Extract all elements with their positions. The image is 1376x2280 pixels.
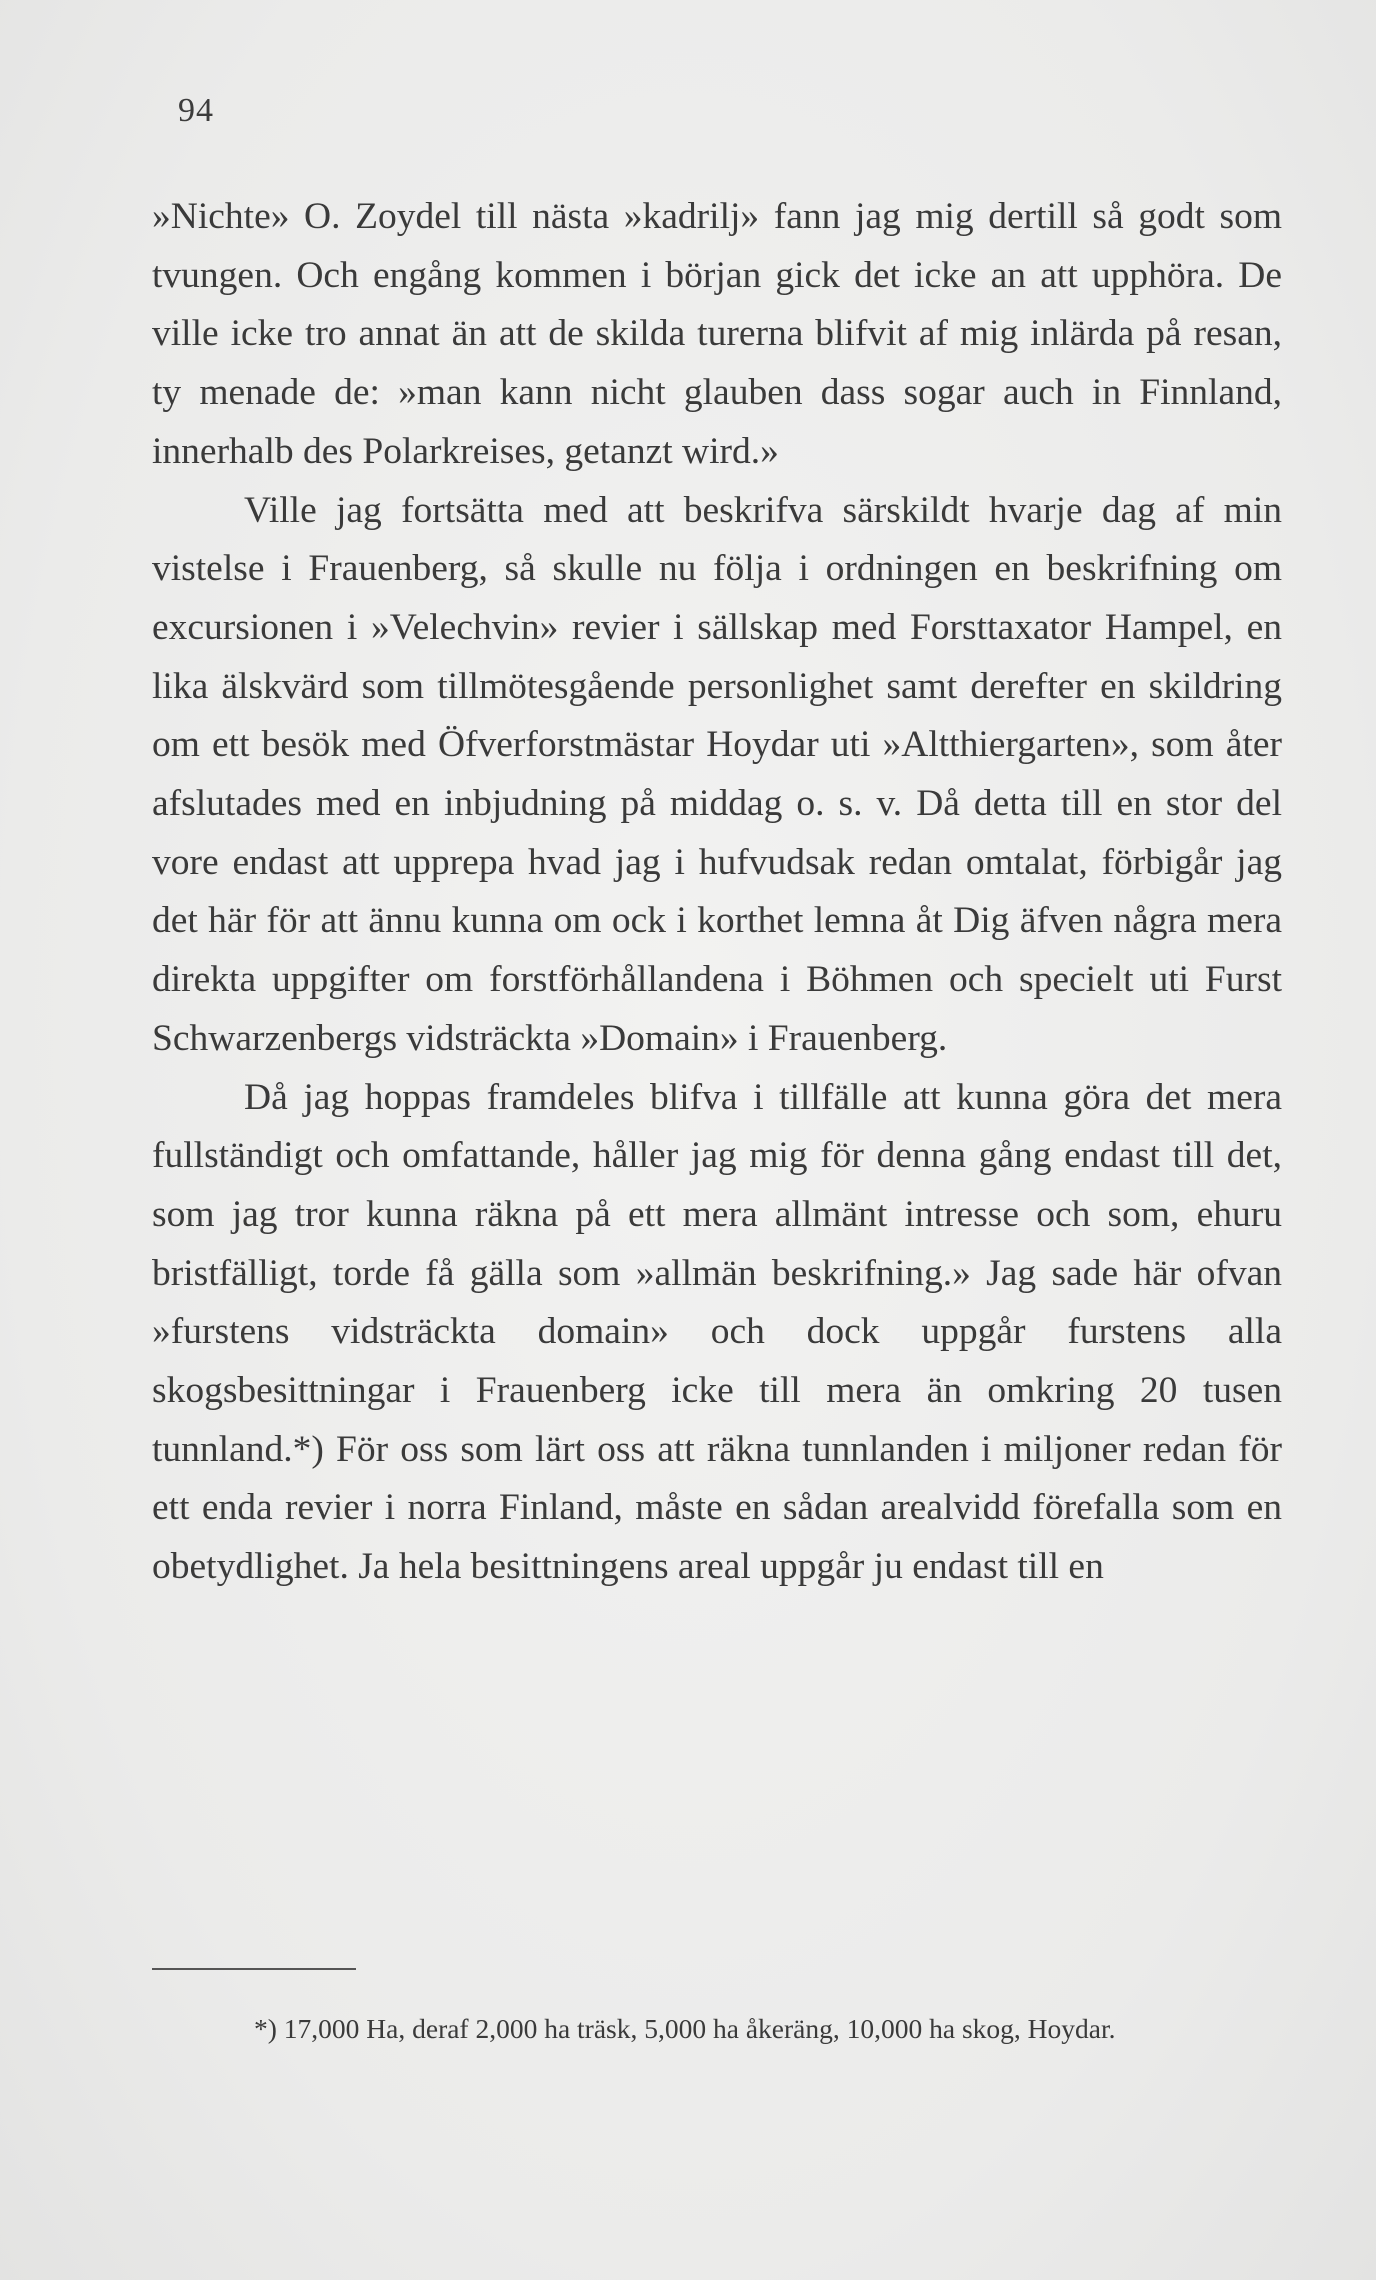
paragraph-2: Ville jag fortsätta med att beskrifva särskildt hvarje dag af min vistelse i Frauenberg, så skulle nu följa i ordningen en beskrifning om excursionen i »Velechvin» revier i sällskap med Forsttaxator Hampel, en lika älskvärd som tillmötesgående personlighet samt derefter en skildring om ett besök med Öfverforstmästar Hoydar uti »Altthiergarten», som åter afslutades med en inbjudning på middag o. s. v. Då detta till en stor del vore endast att upprepa hvad jag i hufvudsak redan omtalat, förbigår jag det här för att ännu kunna om ock i korthet lemna åt Dig äfven några mera direkta uppgifter om forstförhållandena i Böhmen och specielt uti Furst Schwarzenbergs vidsträckta »Domain» i Frauenberg.: [152, 489, 1282, 1059]
footnote: [152, 2004, 1282, 2054]
paragraph-3: Då jag hoppas framdeles blifva i tillfälle att kunna göra det mera fullständigt och omfattande, håller jag mig för denna gång endast till det, som jag tror kunna räkna på ett mera allmänt intresse och som, ehuru bristfälligt, torde få gälla som »allmän beskrifning.» Jag sade här ofvan »furstens vidsträckta domain» och dock uppgår furstens alla skogsbesittningar i Frauenberg icke till mera än omkring 20 tusen tunnland.*) För oss som lärt oss att räkna tunnlanden i miljoner redan för ett enda revier i norra Finland, måste en sådan arealvidd förefalla som en obetydlighet. Ja hela besittningens areal uppgår ju endast till en: [152, 1076, 1282, 1588]
paragraph-1: »Nichte» O. Zoydel till nästa »kadrilj» fann jag mig dertill så godt som tvungen. Och engång kommen i början gick det icke an att upphöra. De ville icke tro annat än att de skilda turerna blifvit af mig inlärda på resan, ty menade de: »man kann nicht glauben dass sogar auch in Finnland, innerhalb des Polarkreises, getanzt wird.»: [152, 196, 1282, 472]
body-text: [152, 188, 1282, 1597]
footnote-marker: *): [254, 2013, 277, 2044]
footnote-divider: [152, 1968, 356, 1970]
page-number: 94: [178, 92, 214, 129]
footnote-text: 17,000 Ha, deraf 2,000 ha träsk, 5,000 ha åkeräng, 10,000 ha skog, Hoydar.: [283, 2013, 1116, 2044]
